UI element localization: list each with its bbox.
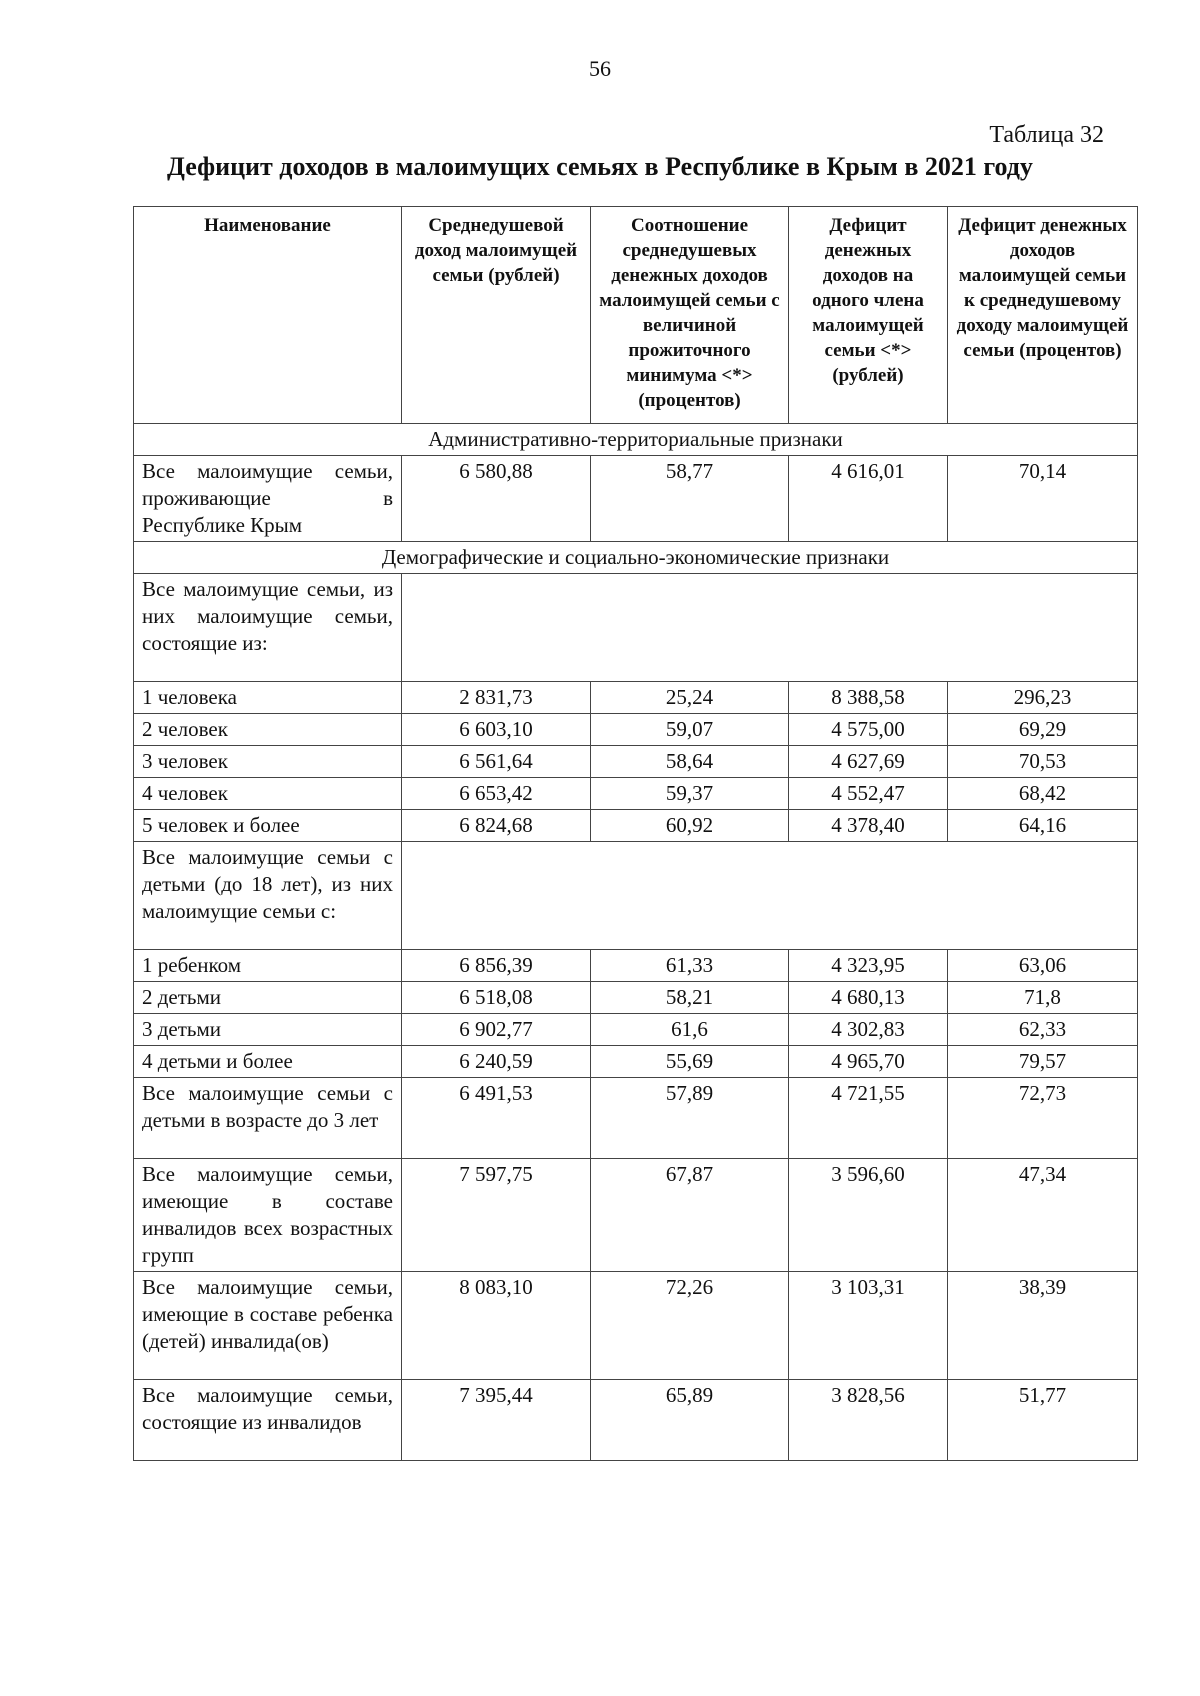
- header-row: [134, 207, 1138, 424]
- row-value: 59,07: [591, 714, 789, 746]
- row-value: 72,26: [591, 1272, 789, 1380]
- row-name: Все малоимущие семьи с детьми в возрасте до 3 лет: [134, 1078, 402, 1159]
- section-admin: Административно-территориальные признаки: [134, 424, 1138, 456]
- row-name: 2 человек: [134, 714, 402, 746]
- row-value: 79,57: [948, 1046, 1138, 1078]
- table-row: [134, 1159, 1138, 1272]
- table-row: [134, 682, 1138, 714]
- row-value: 58,21: [591, 982, 789, 1014]
- row-value: 6 603,10: [402, 714, 591, 746]
- header-name: Наименование: [134, 207, 402, 424]
- row-value: 70,53: [948, 746, 1138, 778]
- row-name: Все малоимущие семьи, имеющие в составе инвалидов всех возрастных групп: [134, 1159, 402, 1272]
- row-name: 4 человек: [134, 778, 402, 810]
- table-label: Таблица 32: [989, 122, 1104, 148]
- row-value: 4 680,13: [789, 982, 948, 1014]
- page-number: 56: [589, 56, 611, 81]
- row-value: 6 824,68: [402, 810, 591, 842]
- table-row: [134, 574, 1138, 682]
- row-value: 7 395,44: [402, 1380, 591, 1461]
- row-group-header: Все малоимущие семьи с детьми (до 18 лет), из них малоимущие семьи с:: [134, 842, 402, 950]
- table-row: [134, 842, 1138, 950]
- row-value: 6 240,59: [402, 1046, 591, 1078]
- row-value: 8 083,10: [402, 1272, 591, 1380]
- row-group-header: Все малоимущие семьи, из них малоимущие семьи, состоящие из:: [134, 574, 402, 682]
- row-value: 4 378,40: [789, 810, 948, 842]
- row-name: Все малоимущие семьи, имеющие в составе ребенка (детей) инвалида(ов): [134, 1272, 402, 1380]
- row-value: 3 103,31: [789, 1272, 948, 1380]
- row-name: 3 человек: [134, 746, 402, 778]
- table-row: [134, 982, 1138, 1014]
- row-value: 60,92: [591, 810, 789, 842]
- row-value: 4 721,55: [789, 1078, 948, 1159]
- row-value: 38,39: [948, 1272, 1138, 1380]
- row-value: 7 597,75: [402, 1159, 591, 1272]
- row-value: 72,73: [948, 1078, 1138, 1159]
- row-value: 67,87: [591, 1159, 789, 1272]
- row-value: 59,37: [591, 778, 789, 810]
- section-demo: Демографические и социально-экономические признаки: [134, 542, 1138, 574]
- table-row: [134, 1380, 1138, 1461]
- row-value: 6 856,39: [402, 950, 591, 982]
- row-value: 6 580,88: [402, 456, 591, 542]
- row-name: 1 человека: [134, 682, 402, 714]
- row-value: 4 552,47: [789, 778, 948, 810]
- section-row: [134, 424, 1138, 456]
- header-avg-income: Среднедушевой доход малоимущей семьи (рублей): [402, 207, 591, 424]
- header-deficit-per-member: Дефицит денежных доходов на одного члена малоимущей семьи <*> (рублей): [789, 207, 948, 424]
- header-ratio: Соотношение среднедушевых денежных доходов малоимущей семьи с величиной прожиточного минимума <*> (процентов): [591, 207, 789, 424]
- row-value: 68,42: [948, 778, 1138, 810]
- row-value: 4 575,00: [789, 714, 948, 746]
- row-name: 3 детьми: [134, 1014, 402, 1046]
- row-value: 47,34: [948, 1159, 1138, 1272]
- row-value: 58,64: [591, 746, 789, 778]
- row-value: 6 653,42: [402, 778, 591, 810]
- row-value: 4 302,83: [789, 1014, 948, 1046]
- table-row: [134, 1272, 1138, 1380]
- row-value: 3 828,56: [789, 1380, 948, 1461]
- row-value: 4 627,69: [789, 746, 948, 778]
- row-value: 25,24: [591, 682, 789, 714]
- section-row: [134, 542, 1138, 574]
- table-row: [134, 778, 1138, 810]
- row-name: 1 ребенком: [134, 950, 402, 982]
- row-value: 8 388,58: [789, 682, 948, 714]
- row-value: 4 323,95: [789, 950, 948, 982]
- row-value: 57,89: [591, 1078, 789, 1159]
- row-value: 2 831,73: [402, 682, 591, 714]
- table-row: [134, 1014, 1138, 1046]
- row-value: 3 596,60: [789, 1159, 948, 1272]
- row-value: 6 491,53: [402, 1078, 591, 1159]
- table-row: [134, 810, 1138, 842]
- row-value: 58,77: [591, 456, 789, 542]
- row-name: 5 человек и более: [134, 810, 402, 842]
- row-value: 65,89: [591, 1380, 789, 1461]
- row-name: Все малоимущие семьи, проживающие в Республике Крым: [134, 456, 402, 542]
- row-value: 6 902,77: [402, 1014, 591, 1046]
- row-value: 61,6: [591, 1014, 789, 1046]
- row-value: 51,77: [948, 1380, 1138, 1461]
- row-value: 70,14: [948, 456, 1138, 542]
- row-value: 6 561,64: [402, 746, 591, 778]
- table-row: [134, 456, 1138, 542]
- row-value: 55,69: [591, 1046, 789, 1078]
- header-deficit-percent: Дефицит денежных доходов малоимущей семьи к среднедушевому доходу малоимущей семьи (процентов): [948, 207, 1138, 424]
- row-value: 62,33: [948, 1014, 1138, 1046]
- row-value: 296,23: [948, 682, 1138, 714]
- row-name: 2 детьми: [134, 982, 402, 1014]
- table-row: [134, 1046, 1138, 1078]
- row-value: 61,33: [591, 950, 789, 982]
- table-row: [134, 1078, 1138, 1159]
- table-row: [134, 950, 1138, 982]
- income-deficit-table: [133, 206, 1138, 1461]
- row-value: 71,8: [948, 982, 1138, 1014]
- row-value: 6 518,08: [402, 982, 591, 1014]
- table-row: [134, 714, 1138, 746]
- row-value: 69,29: [948, 714, 1138, 746]
- row-value: 63,06: [948, 950, 1138, 982]
- row-value: 64,16: [948, 810, 1138, 842]
- row-name: Все малоимущие семьи, состоящие из инвалидов: [134, 1380, 402, 1461]
- row-value: 4 616,01: [789, 456, 948, 542]
- row-name: 4 детьми и более: [134, 1046, 402, 1078]
- table-title: Дефицит доходов в малоимущих семьях в Республике в Крым в 2021 году: [167, 152, 1033, 181]
- row-value: 4 965,70: [789, 1046, 948, 1078]
- empty-cell: [402, 574, 1138, 682]
- empty-cell: [402, 842, 1138, 950]
- table-row: [134, 746, 1138, 778]
